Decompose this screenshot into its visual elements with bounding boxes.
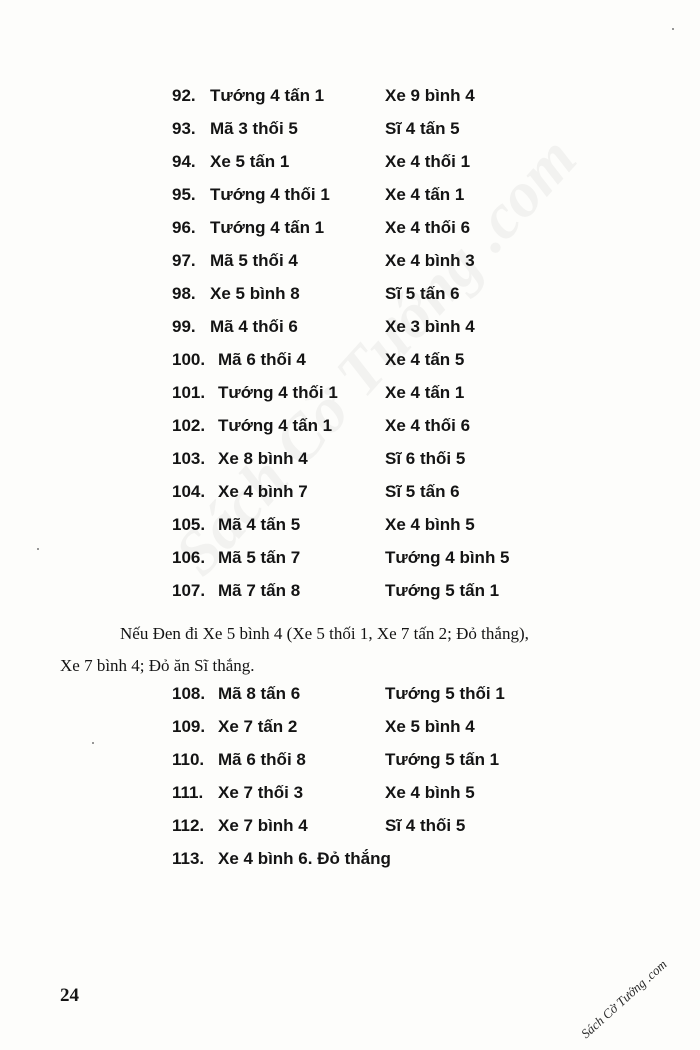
black-move: Xe 4 thối 6 bbox=[385, 218, 471, 237]
move-row bbox=[0, 412, 700, 440]
move-row bbox=[0, 313, 700, 341]
red-move: Tướng 4 tấn 1 bbox=[210, 218, 325, 237]
black-move: Tướng 5 tấn 1 bbox=[385, 581, 500, 600]
move-number: 100. bbox=[172, 350, 206, 369]
watermark-corner: Sách Cờ Tướng .com bbox=[578, 956, 670, 1042]
move-row bbox=[0, 379, 700, 407]
move-number: 95. bbox=[172, 185, 196, 204]
move-row bbox=[0, 511, 700, 539]
move-number: 102. bbox=[172, 416, 206, 435]
note-line-2: Xe 7 bình 4; Đỏ ăn Sĩ thắng. bbox=[60, 656, 255, 675]
move-number: 99. bbox=[172, 317, 196, 336]
move-row bbox=[0, 845, 700, 873]
black-move: Tướng 5 thối 1 bbox=[385, 684, 505, 703]
move-row bbox=[0, 247, 700, 275]
move-number: 106. bbox=[172, 548, 206, 567]
move-number: 96. bbox=[172, 218, 196, 237]
red-move: Tướng 4 tấn 1 bbox=[210, 86, 325, 105]
move-number: 108. bbox=[172, 684, 206, 703]
move-row bbox=[0, 577, 700, 605]
black-move: Xe 4 tấn 1 bbox=[385, 185, 465, 204]
black-move: Sĩ 4 tấn 5 bbox=[385, 119, 460, 138]
move-row bbox=[0, 148, 700, 176]
black-move: Xe 4 bình 5 bbox=[385, 783, 475, 802]
red-move: Mã 4 thối 6 bbox=[210, 317, 298, 336]
move-number: 93. bbox=[172, 119, 196, 138]
black-move: Xe 4 tấn 1 bbox=[385, 383, 465, 402]
move-row bbox=[0, 214, 700, 242]
scan-speck bbox=[672, 28, 674, 30]
black-move: Sĩ 5 tấn 6 bbox=[385, 482, 460, 501]
red-move: Xe 4 bình 6. Đỏ thắng bbox=[218, 849, 391, 868]
red-move: Tướng 4 thối 1 bbox=[218, 383, 338, 402]
black-move: Sĩ 5 tấn 6 bbox=[385, 284, 460, 303]
move-row bbox=[0, 346, 700, 374]
move-row bbox=[0, 478, 700, 506]
scan-speck bbox=[92, 742, 94, 744]
move-row bbox=[0, 445, 700, 473]
move-number: 104. bbox=[172, 482, 206, 501]
black-move: Xe 5 bình 4 bbox=[385, 717, 475, 736]
black-move: Tướng 4 bình 5 bbox=[385, 548, 510, 567]
move-number: 101. bbox=[172, 383, 206, 402]
red-move: Xe 8 bình 4 bbox=[218, 449, 308, 468]
scan-speck bbox=[37, 548, 39, 550]
move-row bbox=[0, 544, 700, 572]
move-row bbox=[0, 115, 700, 143]
move-row bbox=[0, 82, 700, 110]
red-move: Xe 7 bình 4 bbox=[218, 816, 308, 835]
page-number: 24 bbox=[60, 985, 79, 1006]
move-row bbox=[0, 181, 700, 209]
black-move: Xe 4 bình 3 bbox=[385, 251, 475, 270]
variation-note bbox=[60, 618, 650, 682]
move-row bbox=[0, 713, 700, 741]
move-row bbox=[0, 779, 700, 807]
note-line-1: Nếu Đen đi Xe 5 bình 4 (Xe 5 thối 1, Xe 7 tấn 2; Đỏ thắng), bbox=[120, 624, 529, 643]
red-move: Xe 4 bình 7 bbox=[218, 482, 308, 501]
black-move: Tướng 5 tấn 1 bbox=[385, 750, 500, 769]
move-row bbox=[0, 746, 700, 774]
red-move: Mã 5 thối 4 bbox=[210, 251, 298, 270]
black-move: Xe 4 bình 5 bbox=[385, 515, 475, 534]
move-row bbox=[0, 280, 700, 308]
move-number: 92. bbox=[172, 86, 196, 105]
red-move: Mã 3 thối 5 bbox=[210, 119, 298, 138]
red-move: Mã 6 thối 4 bbox=[218, 350, 306, 369]
move-number: 113. bbox=[172, 849, 205, 868]
move-number: 103. bbox=[172, 449, 206, 468]
move-number: 94. bbox=[172, 152, 196, 171]
black-move: Sĩ 4 thối 5 bbox=[385, 816, 466, 835]
move-number: 98. bbox=[172, 284, 196, 303]
red-move: Mã 6 thối 8 bbox=[218, 750, 306, 769]
red-move: Mã 8 tấn 6 bbox=[218, 684, 301, 703]
move-number: 105. bbox=[172, 515, 206, 534]
red-move: Xe 7 thối 3 bbox=[218, 783, 304, 802]
red-move: Mã 7 tấn 8 bbox=[218, 581, 301, 600]
black-move: Xe 4 tấn 5 bbox=[385, 350, 465, 369]
move-row bbox=[0, 680, 700, 708]
black-move: Xe 3 bình 4 bbox=[385, 317, 475, 336]
black-move: Xe 4 thối 1 bbox=[385, 152, 471, 171]
red-move: Tướng 4 thối 1 bbox=[210, 185, 330, 204]
black-move: Xe 9 bình 4 bbox=[385, 86, 475, 105]
move-number: 97. bbox=[172, 251, 196, 270]
red-move: Xe 5 bình 8 bbox=[210, 284, 300, 303]
red-move: Xe 7 tấn 2 bbox=[218, 717, 298, 736]
black-move: Xe 4 thối 6 bbox=[385, 416, 471, 435]
red-move: Xe 5 tấn 1 bbox=[210, 152, 290, 171]
red-move: Mã 4 tấn 5 bbox=[218, 515, 301, 534]
black-move: Sĩ 6 thối 5 bbox=[385, 449, 466, 468]
move-number: 110. bbox=[172, 750, 205, 769]
move-number: 107. bbox=[172, 581, 206, 600]
move-number: 112. bbox=[172, 816, 205, 835]
move-number: 109. bbox=[172, 717, 206, 736]
red-move: Mã 5 tấn 7 bbox=[218, 548, 301, 567]
red-move: Tướng 4 tấn 1 bbox=[218, 416, 333, 435]
move-number: 111. bbox=[172, 783, 204, 802]
move-row bbox=[0, 812, 700, 840]
